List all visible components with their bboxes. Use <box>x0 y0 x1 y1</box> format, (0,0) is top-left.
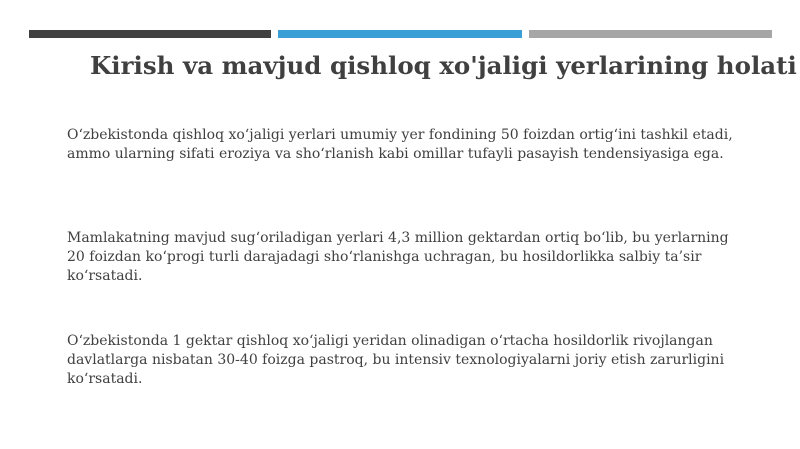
paragraph-line: Mamlakatning mavjud sug‘oriladigan yerlari 4,3 million gektardan ortiq bo‘lib, bu yerlarning <box>67 230 729 246</box>
paragraph-land-fund <box>67 126 767 164</box>
paragraph-line: ko‘rsatadi. <box>67 268 143 284</box>
paragraph-line: davlatlarga nisbatan 30-40 foizga pastroq, bu intensiv texnologiyalarni joriy etish zarurligini <box>67 352 725 368</box>
paragraph-line: ko‘rsatadi. <box>67 371 143 387</box>
accent-bar-blue <box>278 30 522 38</box>
accent-bar-dark <box>29 30 271 38</box>
paragraph-productivity <box>67 332 767 389</box>
paragraph-line: 20 foizdan ko‘progi turli darajadagi sho‘rlanishga uchragan, bu hosildorlikka salbiy ta’sir <box>67 249 702 265</box>
accent-bar-gray <box>529 30 772 38</box>
slide-title: Kirish va mavjud qishloq xo'jaligi yerlarining holati <box>90 51 797 80</box>
paragraph-line: ammo ularning sifati eroziya va sho‘rlanish kabi omillar tufayli pasayish tendensiyasiga ega. <box>67 146 724 162</box>
paragraph-irrigated-land <box>67 229 767 286</box>
header-accent-bars <box>29 30 772 38</box>
paragraph-line: O‘zbekistonda 1 gektar qishloq xo‘jaligi yeridan olinadigan o‘rtacha hosildorlik rivojlangan <box>67 333 713 349</box>
paragraph-line: O‘zbekistonda qishloq xo‘jaligi yerlari umumiy yer fondining 50 foizdan ortig‘ini tashkil etadi, <box>67 127 733 143</box>
